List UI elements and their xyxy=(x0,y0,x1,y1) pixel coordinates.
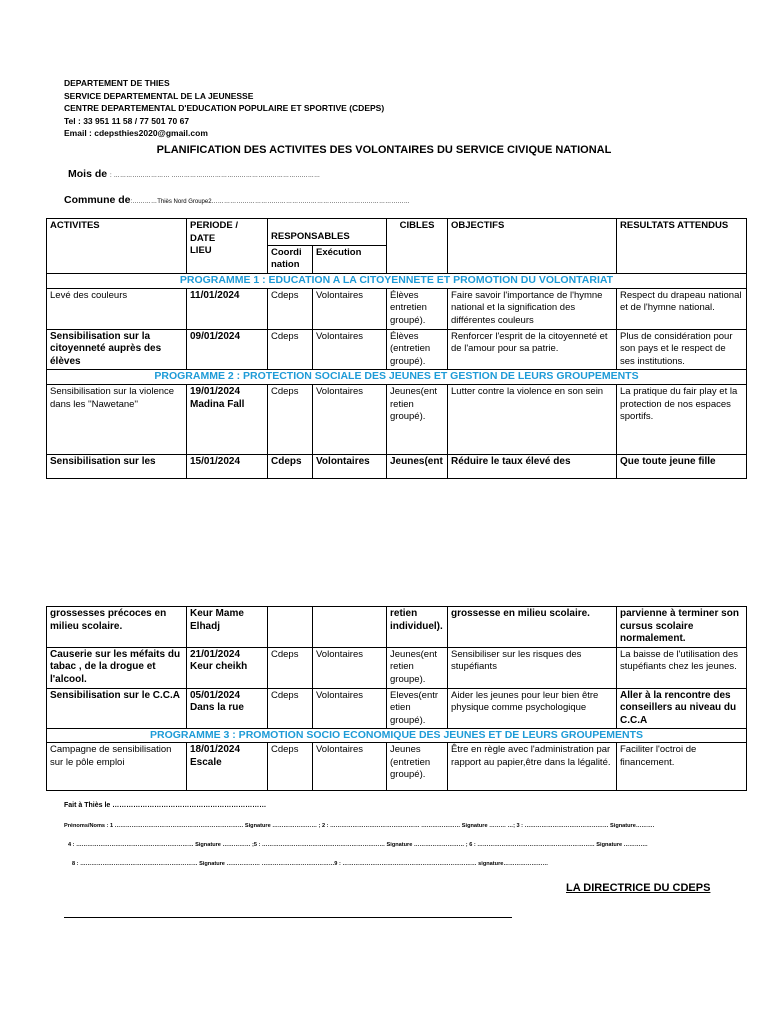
signature-rule xyxy=(64,917,512,918)
header-responsables: RESPONSABLES xyxy=(268,219,387,246)
header-activites: ACTIVITES xyxy=(47,219,187,274)
row5-cibles: Jeunes(ent retien groupe). xyxy=(387,647,448,688)
row3-cibles: Jeunes(ent retien groupé). xyxy=(387,385,448,455)
row7-coord: Cdeps xyxy=(268,743,313,791)
header-coordination: Coordi nation xyxy=(268,245,313,273)
row2-activite: Sensibilisation sur la citoyenneté auprès des élèves xyxy=(47,329,187,370)
row3-exec: Volontaires xyxy=(313,385,387,455)
row6-date: 05/01/2024 xyxy=(190,689,241,701)
row4-exec: Volontaires xyxy=(313,455,387,479)
row6-cibles: Eleves(entr etien groupé). xyxy=(387,688,448,729)
row7-objectifs: Être en règle avec l'administration par rapport au papier,être dans la légalité. xyxy=(448,743,617,791)
programme-1-heading: PROGRAMME 1 : EDUCATION A LA CITOYENNETE ET PROMOTION DU VOLONTARIAT xyxy=(47,273,747,288)
header-line: SERVICE DEPARTEMENTAL DE LA JEUNESSE xyxy=(64,90,254,101)
signature-line-1: Prénoms/Noms : 1 …………………………………………………………… Signature …………………… ; 2 : ………………………………………… ………………… Signature ……… …; 3 : ……………………………………… Signature………. xyxy=(64,823,655,829)
row4-lieu: Keur Mame Elhadj xyxy=(187,607,268,648)
row1-cibles: Élèves entretien groupé). xyxy=(387,288,448,329)
row6-coord: Cdeps xyxy=(268,688,313,729)
document-title: PLANIFICATION DES ACTIVITES DES VOLONTAIRES DU SERVICE CIVIQUE NATIONAL xyxy=(156,144,612,156)
row2-objectifs: Renforcer l'esprit de la citoyenneté et de l'amour pour sa patrie. xyxy=(448,329,617,370)
signature-line-2: 4 : ……………………………………………………… Signature …………… ;5 : ………………………………………………………… Signature ……………………… ; 6 : ……………………………………………………… Signature …………. xyxy=(68,842,648,848)
header-line: Email : cdepsthies2020@gmail.com xyxy=(64,128,208,139)
header-resultats: RESULTATS ATTENDUS xyxy=(617,219,747,274)
organization-header xyxy=(64,77,384,140)
header-periode-line: LIEU xyxy=(190,245,212,256)
row2-cibles: Élèves (entretien groupé). xyxy=(387,329,448,370)
directrice-signature-label: LA DIRECTRICE DU CDEPS xyxy=(566,882,711,894)
row4-cibles-cont: retien individuel). xyxy=(387,607,448,648)
header-periode xyxy=(187,219,268,274)
row6-resultats: Aller à la rencontre des conseillers au niveau du C.C.A xyxy=(617,688,747,729)
row4-coord-cont xyxy=(268,607,313,648)
programme-2-heading: PROGRAMME 2 : PROTECTION SOCIALE DES JEUNES ET GESTION DE LEURS GROUPEMENTS xyxy=(47,370,747,385)
row6-lieu: Dans la rue xyxy=(190,702,244,713)
row5-periode xyxy=(187,647,268,688)
row4-coord: Cdeps xyxy=(268,455,313,479)
row3-objectifs: Lutter contre la violence en son sein xyxy=(448,385,617,455)
header-objectifs: OBJECTIFS xyxy=(448,219,617,274)
row2-resultats: Plus de considération pour son pays et le respect de ses institutions. xyxy=(617,329,747,370)
signature-line-3: 8 : ……………………………………………………… Signature ……………… …………………………………9 : ……………………………………………………………… signature…………………… xyxy=(72,861,549,867)
commune-field xyxy=(64,194,410,206)
row7-date: 18/01/2024 xyxy=(190,744,241,755)
row4-resultats-cont: parvienne à terminer son cursus scolaire normalement. xyxy=(617,607,747,648)
row1-objectifs: Faire savoir l'importance de l'hymne national et la signification des différentes couleurs xyxy=(448,288,617,329)
row7-activite: Campagne de sensibilisation sur le pôle emploi xyxy=(47,743,187,791)
row1-exec: Volontaires xyxy=(313,288,387,329)
row7-exec: Volontaires xyxy=(313,743,387,791)
row6-activite: Sensibilisation sur le C.C.A xyxy=(47,688,187,729)
row3-lieu: Madina Fall xyxy=(190,398,245,410)
row3-date: 19/01/2024 xyxy=(190,386,241,397)
row4-objectifs: Réduire le taux élevé des xyxy=(448,455,617,479)
row1-date: 11/01/2024 xyxy=(187,288,268,329)
commune-value: Thiès Nord Groupe2 xyxy=(157,199,212,205)
header-periode-line: DATE xyxy=(190,232,216,244)
header-periode-line: PERIODE / xyxy=(190,220,239,231)
header-line: Tel : 33 951 11 58 / 77 501 70 67 xyxy=(64,115,190,126)
row3-activite: Sensibilisation sur la violence dans les ''Nawetane'' xyxy=(47,385,187,455)
row5-lieu: Keur cheikh xyxy=(190,661,248,672)
commune-dots: …………………………………………………………………………………… xyxy=(211,199,410,205)
row4-cibles: Jeunes(ent xyxy=(387,455,448,479)
row4-activite: Sensibilisation sur les xyxy=(47,455,187,479)
header-cibles: CIBLES xyxy=(387,219,448,274)
row6-objectifs: Aider les jeunes pour leur bien être physique comme psychologique xyxy=(448,688,617,729)
row3-periode xyxy=(187,385,268,455)
row5-date: 21/01/2024 xyxy=(190,648,241,660)
mois-label: Mois de xyxy=(68,168,108,180)
row6-periode xyxy=(187,688,268,729)
row7-resultats: Faciliter l'octroi de financement. xyxy=(617,743,747,791)
header-line: CENTRE DEPARTEMENTAL D'EDUCATION POPULAIRE ET SPORTIVE (CDEPS) xyxy=(64,103,385,114)
row5-exec: Volontaires xyxy=(313,647,387,688)
row1-coord: Cdeps xyxy=(268,288,313,329)
commune-label: Commune de xyxy=(64,194,131,206)
row1-resultats: Respect du drapeau national et de l'hymne national. xyxy=(617,288,747,329)
programme-3-heading: PROGRAMME 3 : PROMOTION SOCIO ECONOMIQUE DES JEUNES ET DE LEURS GROUPEMENTS xyxy=(47,729,747,743)
row6-exec: Volontaires xyxy=(313,688,387,729)
row5-activite: Causerie sur les méfaits du tabac , de la drogue et l'alcool. xyxy=(47,647,187,688)
row3-resultats: La pratique du fair play et la protection de nos espaces sportifs. xyxy=(617,385,747,455)
fait-a-line: Fait à Thiès le ………………………………………………………… xyxy=(64,802,267,809)
row2-exec: Volontaires xyxy=(313,329,387,370)
header-execution: Exécution xyxy=(313,245,387,273)
row2-coord: Cdeps xyxy=(268,329,313,370)
row3-coord: Cdeps xyxy=(268,385,313,455)
header-line: DEPARTEMENT DE THIES xyxy=(64,78,170,88)
mois-field xyxy=(68,168,320,180)
row4-activite-cont: grossesses précoces en milieu scolaire. xyxy=(47,607,187,648)
mois-dots: : ……………………… ……………………………………………………………… xyxy=(110,173,321,179)
commune-prefix: :………… xyxy=(130,199,158,205)
row5-coord: Cdeps xyxy=(268,647,313,688)
row7-cibles: Jeunes (entretien groupé). xyxy=(387,743,448,791)
row2-date: 09/01/2024 xyxy=(187,329,268,370)
row5-resultats: La baisse de l'utilisation des stupéfiants chez les jeunes. xyxy=(617,647,747,688)
activities-table-page2 xyxy=(46,606,747,791)
activities-table-page1 xyxy=(46,218,747,479)
row1-activite: Levé des couleurs xyxy=(47,288,187,329)
row4-resultats: Que toute jeune fille xyxy=(617,455,747,479)
row4-exec-cont xyxy=(313,607,387,648)
row7-periode xyxy=(187,743,268,791)
row5-objectifs: Sensibiliser sur les risques des stupéfiants xyxy=(448,647,617,688)
row4-date: 15/01/2024 xyxy=(187,455,268,479)
row7-lieu: Escale xyxy=(190,756,222,768)
row4-objectifs-cont: grossesse en milieu scolaire. xyxy=(448,607,617,648)
